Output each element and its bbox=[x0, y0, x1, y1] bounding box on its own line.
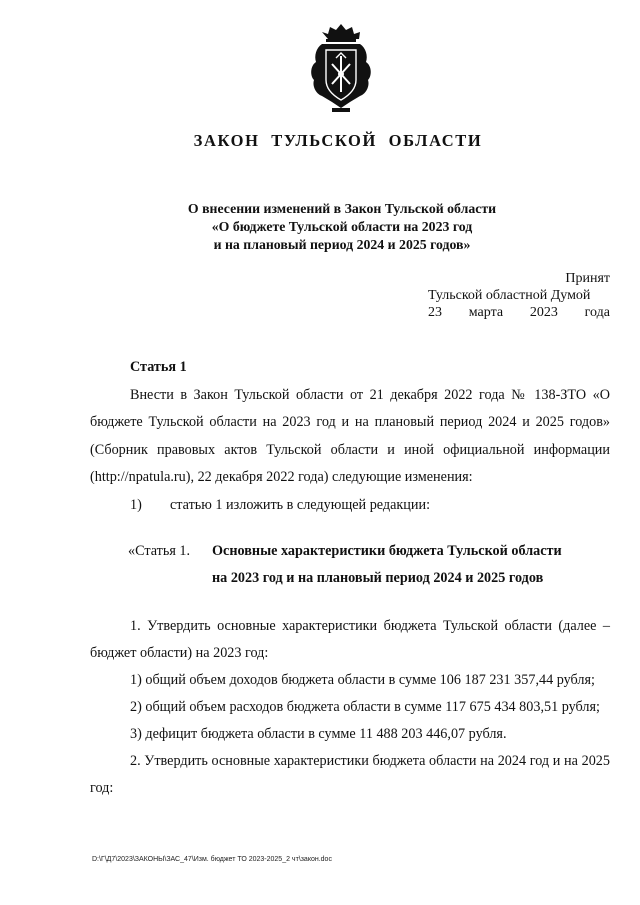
article-heading: Статья 1 bbox=[130, 359, 187, 375]
adoption-month: марта bbox=[468, 305, 504, 320]
paragraph: 1) общий объем доходов бюджета области в сумме 106 187 231 357,44 рубля; bbox=[130, 672, 595, 688]
quoted-article-title: Основные характеристики бюджета Тульской области bbox=[212, 543, 562, 559]
subtitle-line: и на плановый период 2024 и 2025 годов» bbox=[213, 237, 471, 252]
adopted-label: Принят bbox=[565, 271, 610, 286]
adoption-day: 23 bbox=[428, 305, 442, 320]
paragraph: 1. Утвердить основные характеристики бюджета Тульской области (далее – бюджет области) на 2023 год: bbox=[90, 618, 610, 661]
article-intro: Внести в Закон Тульской области от 21 декабря 2022 года № 138-ЗТО «О бюджете Тульской области на 2023 год и на плановый период 2024 и 2025 годов» (Сборник правовых актов Тульской области и иной официальной информации (http://npatula.ru), 22 декабря 2022 года) следующие изменения: bbox=[90, 386, 610, 485]
list-item bbox=[90, 492, 610, 520]
file-path-footer: D:\Г\Д7\2023\ЗАКОНЫ\ЗАС_47\Изм. бюджет ТО 2023-2025_2 чт\закон.doc bbox=[92, 856, 332, 863]
law-title: ЗАКОН ТУЛЬСКОЙ ОБЛАСТИ bbox=[193, 131, 483, 150]
list-item-number: 1) bbox=[130, 496, 142, 513]
adoption-year-word: года bbox=[584, 305, 610, 320]
paragraph: 2. Утвердить основные характеристики бюджета области на 2024 год и на 2025 год: bbox=[90, 753, 610, 796]
quoted-article-label: «Статья 1. bbox=[128, 543, 191, 559]
quoted-article-heading bbox=[128, 538, 610, 592]
adoption-block bbox=[428, 270, 610, 321]
tula-coat-of-arms-icon bbox=[302, 22, 380, 118]
list-item-text: статью 1 изложить в следующей редакции: bbox=[170, 496, 431, 513]
paragraph: 2) общий объем расходов бюджета области в сумме 117 675 434 803,51 рубля; bbox=[130, 699, 600, 715]
paragraph: 3) дефицит бюджета области в сумме 11 488 203 446,07 рубля. bbox=[130, 726, 507, 742]
law-subtitle bbox=[0, 200, 640, 254]
adoption-year: 2023 bbox=[529, 305, 558, 320]
subtitle-line: «О бюджете Тульской области на 2023 год bbox=[211, 219, 473, 234]
article-1-section bbox=[90, 354, 610, 519]
article-content bbox=[90, 613, 610, 802]
quoted-article-title-cont: на 2023 год и на плановый период 2024 и 2025 годов bbox=[212, 570, 544, 586]
subtitle-line: О внесении изменений в Закон Тульской области bbox=[187, 201, 497, 216]
adopted-by: Тульской областной Думой bbox=[428, 288, 591, 303]
adoption-date bbox=[428, 304, 610, 321]
